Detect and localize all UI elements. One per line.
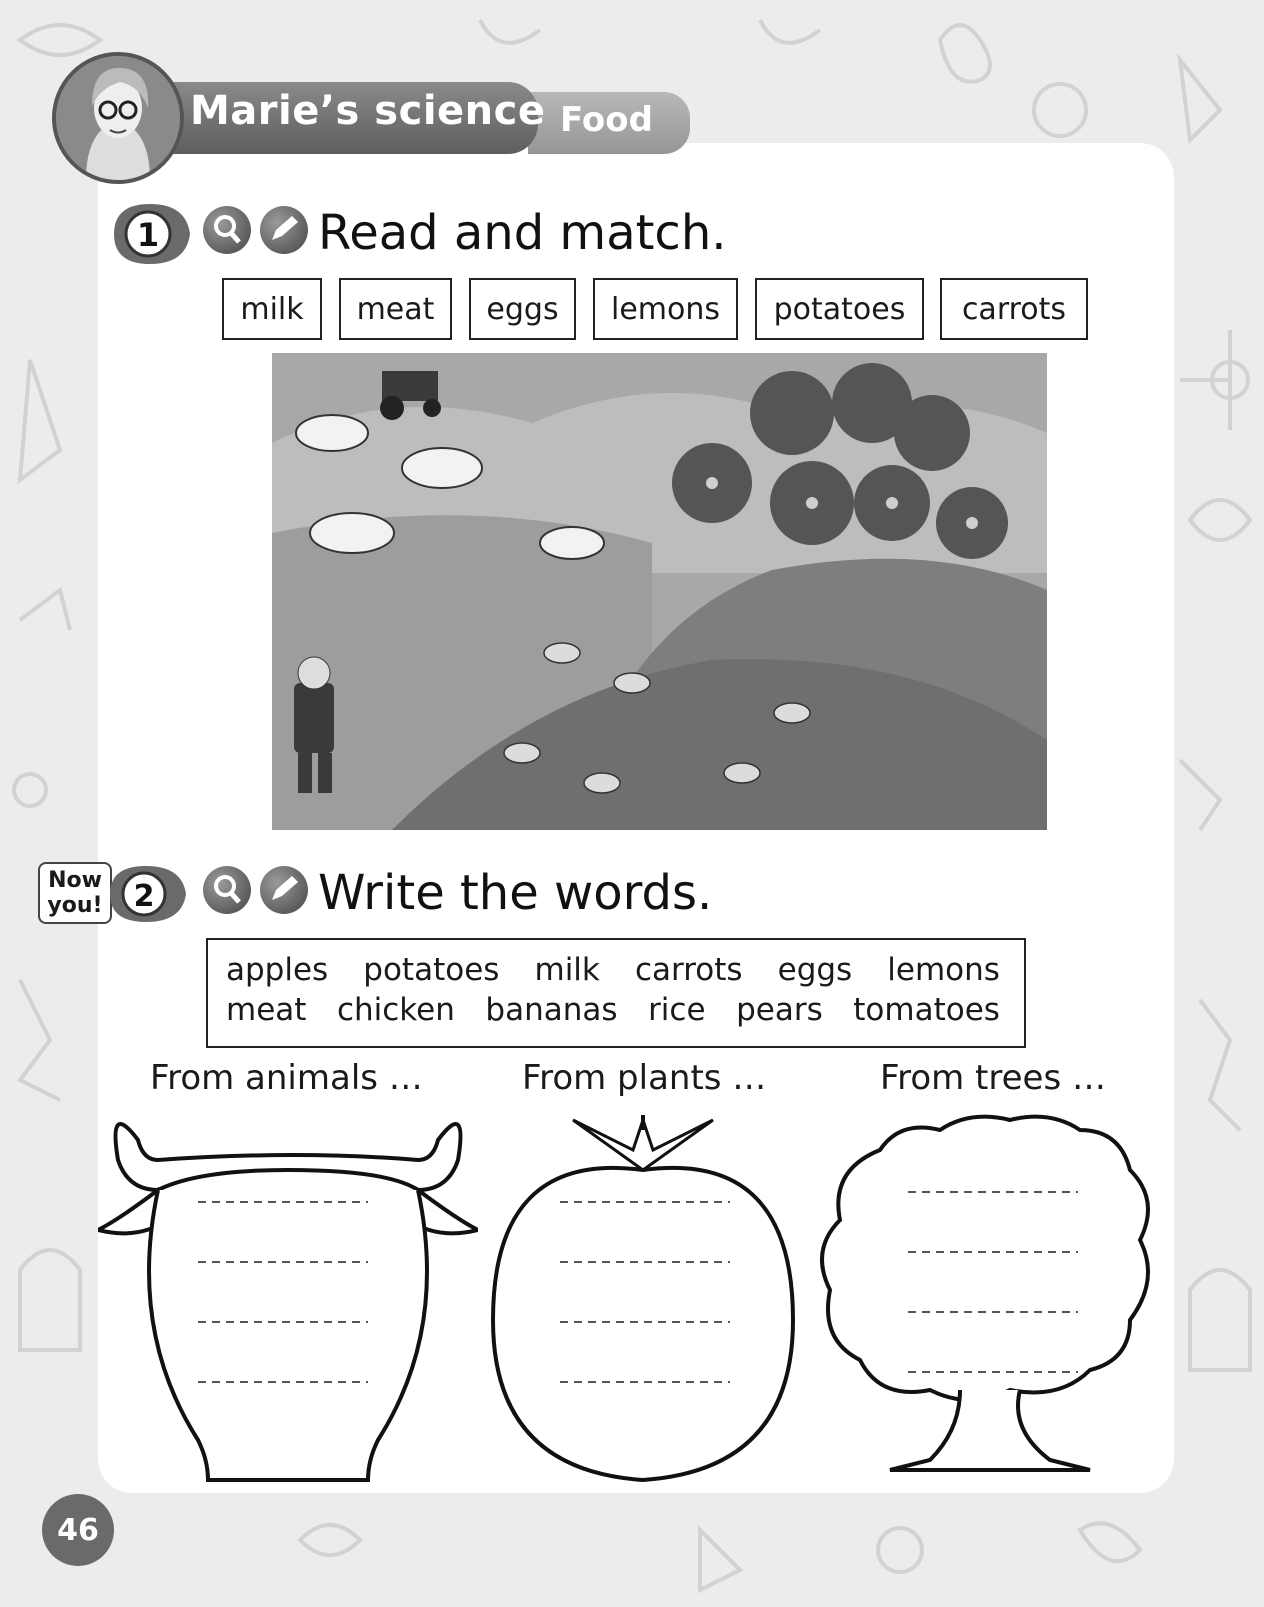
word-bank-item: eggs [777, 952, 853, 988]
marie-avatar [52, 52, 184, 184]
pencil-icon [260, 206, 308, 254]
word-bank-item: tomatoes [853, 992, 1000, 1028]
exercise-1-number: 1 [136, 216, 160, 254]
word-bank-item: apples [226, 952, 329, 988]
page-number: 46 [42, 1494, 114, 1566]
word-box-potatoes: potatoes [755, 278, 924, 340]
exercise-2-instruction: Write the words. [318, 865, 713, 921]
word-bank-item: lemons [887, 952, 1000, 988]
word-bank-item: milk [534, 952, 600, 988]
word-bank-item: meat [226, 992, 307, 1028]
tree-shape [820, 1110, 1170, 1490]
magnifier-icon [203, 206, 251, 254]
category-label-animals: From animals … [150, 1058, 423, 1098]
exercise-2-badge [104, 862, 188, 928]
page-title: Marie’s science [190, 88, 546, 134]
word-bank-item: carrots [634, 952, 743, 988]
magnifier-icon [203, 866, 251, 914]
word-box-eggs: eggs [469, 278, 576, 340]
now-you-label: Now you! [38, 862, 112, 924]
cow-head-shape [98, 1100, 478, 1490]
word-bank [206, 938, 1026, 1048]
page-topic: Food [560, 100, 653, 140]
word-bank-item: pears [736, 992, 823, 1028]
word-bank-row-1 [226, 952, 1000, 988]
word-bank-row-2 [226, 992, 1000, 1028]
tomato-shape [478, 1110, 808, 1490]
exercise-1-badge [108, 200, 192, 270]
word-box-carrots: carrots [940, 278, 1088, 340]
word-box-meat: meat [339, 278, 452, 340]
farm-illustration [272, 353, 1047, 830]
category-label-plants: From plants … [522, 1058, 767, 1098]
category-label-trees: From trees … [880, 1058, 1106, 1098]
exercise-1-instruction: Read and match. [318, 205, 727, 261]
exercise-2-number: 2 [133, 879, 155, 914]
word-bank-item: rice [648, 992, 706, 1028]
pencil-icon [260, 866, 308, 914]
word-bank-item: bananas [485, 992, 618, 1028]
scientist-avatar-icon [56, 56, 180, 180]
word-bank-item: chicken [336, 992, 455, 1028]
word-bank-item: potatoes [363, 952, 500, 988]
word-box-lemons: lemons [593, 278, 738, 340]
word-box-milk: milk [222, 278, 322, 340]
